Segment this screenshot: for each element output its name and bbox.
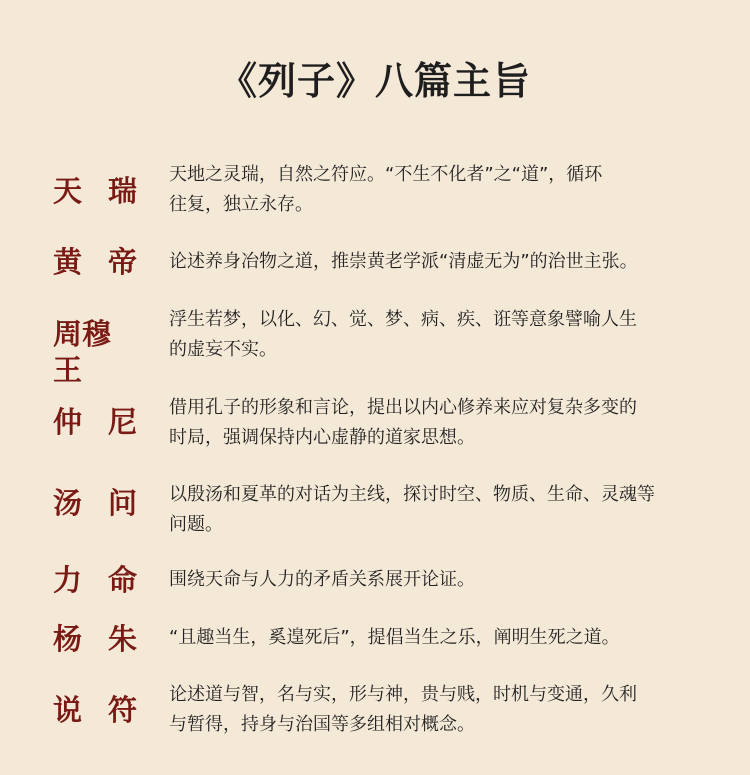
chapter-name xyxy=(53,692,137,728)
chapter-name xyxy=(53,173,137,209)
chapter-name xyxy=(53,244,137,280)
chapter-name-char: 杨 xyxy=(53,622,83,656)
chapter-name xyxy=(53,485,137,521)
chapter-name-char: 力 xyxy=(53,563,83,597)
chapter-name-char: 瑞 xyxy=(107,174,137,208)
chapter-name-char: 黄 xyxy=(53,245,83,279)
description-line: 的虚妄不实。 xyxy=(169,339,277,360)
description-line: 论述养身冶物之道，推崇黄老学派“清虚无为”的治世主张。 xyxy=(169,251,638,272)
chapter-name xyxy=(53,562,137,598)
chapter-name-char: 天 xyxy=(53,174,83,208)
chapter-description xyxy=(169,565,709,595)
chapter-name-char: 周穆王 xyxy=(53,317,112,387)
chapter-name-char: 帝 xyxy=(107,245,137,279)
chapter-description xyxy=(169,480,709,540)
description-line: 以殷汤和夏革的对话为主线，探讨时空、物质、生命、灵魂等 xyxy=(169,484,655,505)
chapter-name xyxy=(53,404,137,440)
chapter-name-char: 说 xyxy=(53,693,83,727)
chapter-name xyxy=(53,621,137,657)
chapter-name-char: 朱 xyxy=(107,622,137,656)
chapter-name xyxy=(53,316,137,388)
chapter-name-char: 问 xyxy=(107,486,137,520)
description-line: 天地之灵瑞，自然之符应。“不生不化者”之“道”，循环 xyxy=(169,164,603,185)
description-line: 时局，强调保持内心虚静的道家思想。 xyxy=(169,427,475,448)
description-line: 浮生若梦，以化、幻、觉、梦、病、疾、诳等意象譬喻人生 xyxy=(169,309,637,330)
chapter-description xyxy=(169,160,709,220)
chapter-description xyxy=(169,305,709,365)
description-line: 问题。 xyxy=(169,514,223,535)
chapter-description xyxy=(169,247,709,277)
description-line: “且趣当生，奚遑死后”，提倡当生之乐，阐明生死之道。 xyxy=(169,627,620,648)
chapter-name-char: 尼 xyxy=(107,405,137,439)
description-line: 往复，独立永存。 xyxy=(169,194,313,215)
description-line: 论述道与智，名与实，形与神，贵与贱，时机与变通，久利 xyxy=(169,684,637,705)
chapter-name-char: 命 xyxy=(107,563,137,597)
chapter-description xyxy=(169,680,709,740)
description-line: 与暂得，持身与治国等多组相对概念。 xyxy=(169,714,475,735)
page-title: 《列子》八篇主旨 xyxy=(218,59,531,103)
chapter-description xyxy=(169,393,709,453)
chapter-name-char: 汤 xyxy=(53,486,83,520)
chapter-description xyxy=(169,623,709,653)
chapter-name-char: 仲 xyxy=(53,405,83,439)
description-line: 借用孔子的形象和言论，提出以内心修养来应对复杂多变的 xyxy=(169,397,637,418)
description-line: 围绕天命与人力的矛盾关系展开论证。 xyxy=(169,569,475,590)
chapter-name-char: 符 xyxy=(107,693,137,727)
